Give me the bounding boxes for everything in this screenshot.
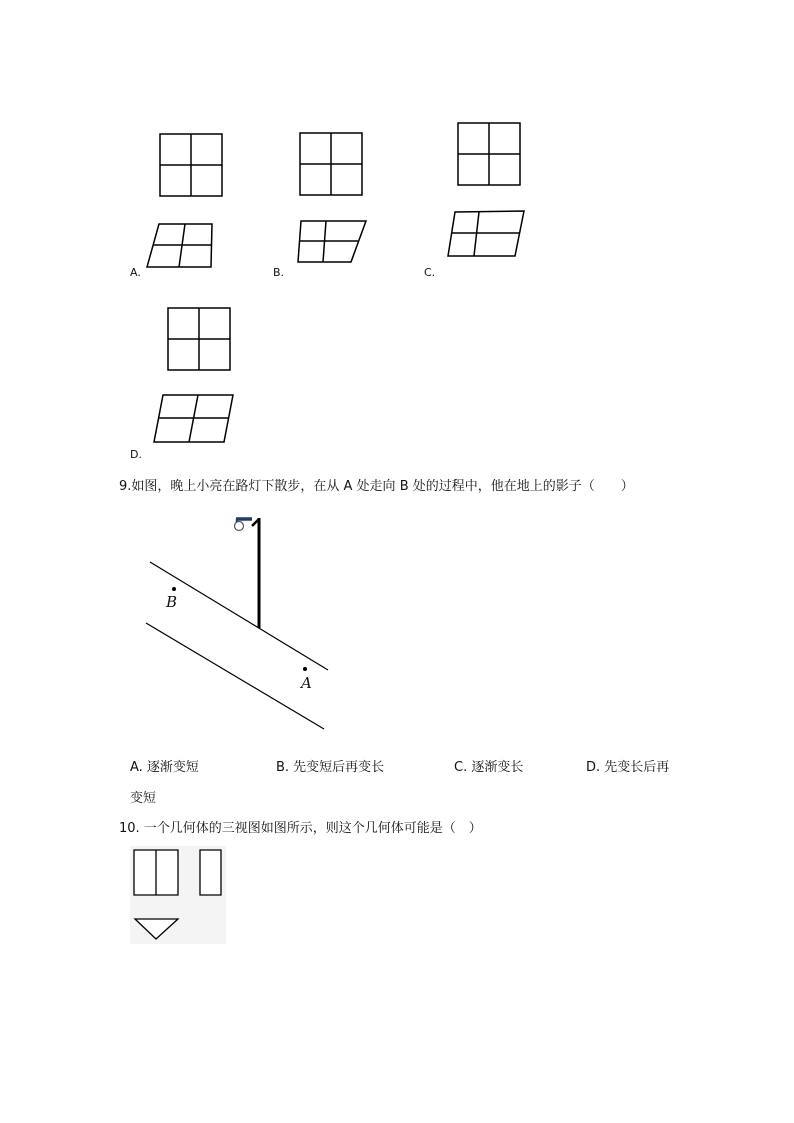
q9-option-a[interactable]: A. 逐渐变短 — [130, 760, 199, 775]
option-a-oblique-figure — [144, 222, 218, 270]
question-9-stem: 9.如图，晚上小亮在路灯下散步，在从 A 处走向 B 处的过程中，他在地上的影子（ ） — [119, 479, 634, 494]
option-d-oblique-figure — [152, 393, 236, 445]
option-c-front-view-figure — [456, 121, 522, 187]
q9-option-c[interactable]: C. 逐渐变长 — [454, 760, 524, 775]
q9-option-d-continued: 变短 — [130, 791, 157, 806]
option-a-label[interactable]: A. — [130, 266, 141, 279]
option-d-front-view-figure — [166, 306, 232, 372]
q9-option-b[interactable]: B. 先变短后再变长 — [276, 760, 385, 775]
option-c-oblique-figure — [446, 209, 526, 259]
option-d-label[interactable]: D. — [130, 448, 142, 461]
option-b-oblique-figure — [296, 219, 370, 265]
street-lamp-figure — [140, 510, 340, 740]
option-a-front-view-figure — [158, 132, 224, 198]
three-view-figure — [130, 846, 226, 944]
option-c-label[interactable]: C. — [424, 266, 436, 279]
question-10-stem: 10. 一个几何体的三视图如图所示，则这个几何体可能是（ ） — [119, 821, 482, 836]
point-a-label: A — [301, 674, 312, 692]
option-b-label[interactable]: B. — [273, 266, 285, 279]
option-b-front-view-figure — [298, 131, 364, 197]
point-b-label: B — [166, 593, 178, 611]
q9-option-d[interactable]: D. 先变长后再 — [586, 760, 670, 775]
